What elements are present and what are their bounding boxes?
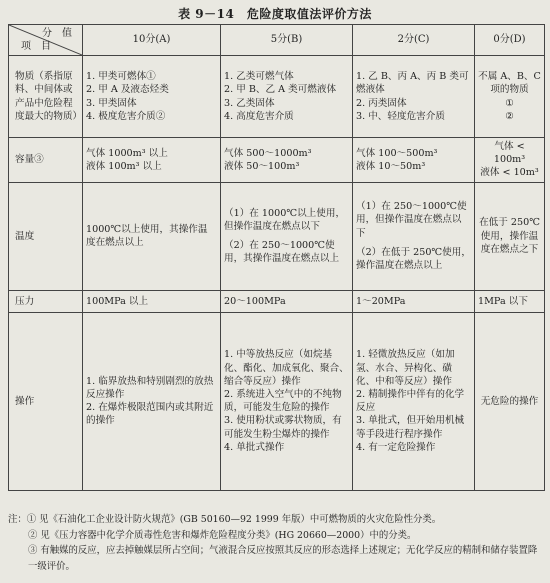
- cell-line: ②: [505, 110, 514, 122]
- table-notes: [8, 512, 544, 574]
- cell-temperature-c: [353, 182, 475, 290]
- cell-line: 4. 极度危害介质②: [86, 110, 166, 122]
- cell-line: 2. 系统进入空气中的不纯物质，可能发生危险的操作: [224, 388, 342, 414]
- table-row: [9, 182, 545, 290]
- row-label-material: 物质（系指原料、中间体或产品中危险程度最大的物质）: [9, 56, 83, 138]
- row-label-pressure: 压力: [9, 290, 83, 312]
- cell-line: 3. 甲类固体: [86, 97, 137, 109]
- corner-header-item: 项 目: [21, 40, 51, 52]
- cell-pressure-a: 100MPa 以上: [83, 290, 221, 312]
- cell-temperature-b: [221, 182, 353, 290]
- cell-line: 2. 甲 B、乙 A 类可燃液体: [224, 84, 337, 96]
- cell-line: 1. 乙 B、丙 A、丙 B 类可燃液体: [356, 71, 469, 96]
- col-header-a: 10分(A): [83, 25, 221, 56]
- table-row: [9, 312, 545, 490]
- col-header-c: 2分(C): [353, 25, 475, 56]
- cell-line: 1. 轻微放热反应（如加氢、水合、异构化、磺化、中和等反应）操作: [356, 349, 455, 387]
- cell-temperature-d: 在低于 250℃使用，操作温度在燃点之下: [475, 182, 545, 290]
- table-row: [9, 138, 545, 183]
- cell-line: 1. 甲类可燃体①: [86, 71, 156, 83]
- cell-line: 2. 甲 A 及液态烃类: [86, 84, 169, 96]
- cell-line: ①: [505, 97, 514, 109]
- cell-operation-d: 无危险的操作: [475, 312, 545, 490]
- cell-line: 气体 1000m³ 以上: [86, 147, 168, 159]
- cell-line: 液体 10～50m³: [356, 160, 426, 172]
- cell-line: （1）在 250～1000℃使用，但操作温度在燃点以下: [356, 201, 467, 239]
- table-title: 表 9－14 危险度取值法评价方法: [178, 7, 372, 21]
- cell-line: 2. 精制操作中伴有的化学反应: [356, 388, 465, 414]
- note-2: ② 见《压力容器中化学介质毒性危害和爆炸危险程度分类》(HG 20660—2000）中的分类。: [28, 529, 417, 541]
- col-header-d: 0分(D): [475, 25, 545, 56]
- cell-line: 4. 有一定危险操作: [356, 441, 436, 453]
- cell-line: 1. 中等放热反应（如烷基化、酯化、加成氧化、聚合、缩合等反应）操作: [224, 349, 349, 387]
- cell-line: 不属 A、B、C 项的物质: [478, 71, 541, 96]
- cell-capacity-a: [83, 138, 221, 183]
- cell-material-b: [221, 56, 353, 138]
- cell-line: 气体 < 100m³: [493, 141, 526, 166]
- cell-line: 液体 < 10m³: [480, 167, 539, 179]
- cell-line: 3. 使用粉状或雾状物质，有可能发生粉尘爆炸的操作: [224, 415, 342, 440]
- cell-pressure-c: 1～20MPa: [353, 290, 475, 312]
- cell-material-d: [475, 56, 545, 138]
- row-label-temperature: 温度: [9, 182, 83, 290]
- table-row: [9, 290, 545, 312]
- cell-operation-a: [83, 312, 221, 490]
- cell-line: 3. 中、轻度危害介质: [356, 110, 445, 122]
- col-header-b: 5分(B): [221, 25, 353, 56]
- corner-header-score: 分 值: [42, 28, 72, 39]
- cell-line: 1. 临界放热和特别剧烈的放热反应操作: [86, 375, 214, 400]
- note-1: 注：① 见《石油化工企业设计防火规范》(GB 50160—92 1999 年版）中可燃物质的火灾危险性分类。: [8, 514, 442, 525]
- cell-material-a: [83, 56, 221, 138]
- table-row: [9, 56, 545, 138]
- cell-line: 4. 单批式操作: [224, 441, 285, 453]
- cell-pressure-d: 1MPa 以下: [475, 290, 545, 312]
- cell-line: 3. 乙类固体: [224, 97, 275, 109]
- cell-line: （2）在 250～1000℃使用，其操作温度在燃点以上: [224, 240, 340, 265]
- hazard-evaluation-table: [8, 24, 545, 491]
- cell-line: 液体 100m³ 以上: [86, 160, 162, 172]
- cell-line: 液体 50～100m³: [224, 160, 300, 172]
- cell-operation-b: [221, 312, 353, 490]
- note-3: ③ 有触媒的反应，应去掉触媒层所占空间；气液混合反应按照其反应的形态选择上述规定；无化学反应的精制和储存装置降一级评价。: [28, 545, 538, 572]
- cell-material-c: [353, 56, 475, 138]
- cell-line: 3. 单批式，但开始用机械等手段进行程序操作: [356, 415, 465, 440]
- cell-line: 气体 100～500m³: [356, 147, 438, 159]
- cell-temperature-a: 1000℃以上使用，其操作温度在燃点以上: [83, 182, 221, 290]
- cell-line: 2. 丙类固体: [356, 97, 407, 109]
- cell-capacity-d: [475, 138, 545, 183]
- cell-capacity-b: [221, 138, 353, 183]
- header-row: [9, 25, 545, 56]
- row-label-operation: 操作: [9, 312, 83, 490]
- cell-line: （2）在低于 250℃使用，操作温度在燃点以上: [356, 246, 471, 271]
- row-label-capacity: 容量③: [9, 138, 83, 183]
- cell-capacity-c: [353, 138, 475, 183]
- corner-header: [9, 25, 83, 56]
- cell-line: 气体 500～1000m³: [224, 147, 312, 159]
- cell-line: 4. 高度危害介质: [224, 110, 294, 122]
- cell-line: 1. 乙类可燃气体: [224, 71, 294, 83]
- cell-operation-c: [353, 312, 475, 490]
- cell-line: 2. 在爆炸极限范围内或其附近的操作: [86, 402, 214, 427]
- cell-line: （1）在 1000℃以上使用，但操作温度在燃点以下: [224, 207, 346, 232]
- cell-pressure-b: 20～100MPa: [221, 290, 353, 312]
